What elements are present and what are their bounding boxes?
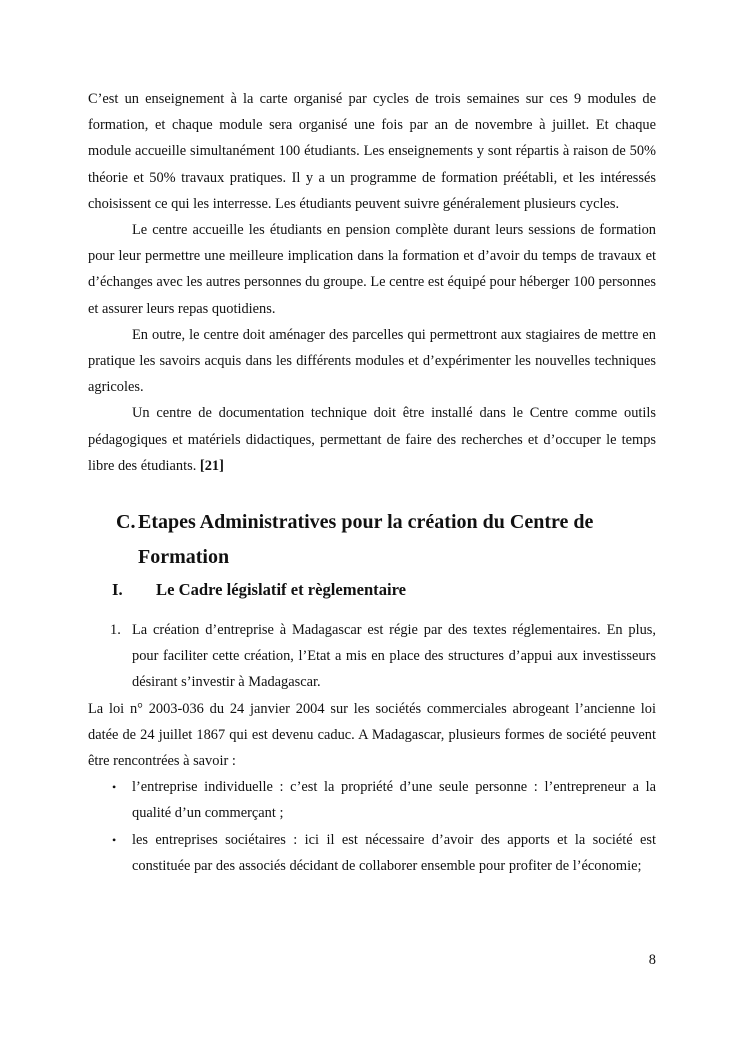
bullet-text: les entreprises sociétaires : ici il est nécessaire d’avoir des apports et la société est constituée par des associés décidant de collaborer ensemble pour profiter de l’économie;	[132, 831, 656, 874]
section-i-marker: I.	[112, 580, 123, 600]
paragraph-pension: Le centre accueille les étudiants en pension complète durant leurs sessions de formation pour leur permettre une meilleure implication dans la formation et d’avoir du temps de travaux et d’échanges avec les autres personnes du groupe. Le centre est équipé pour héberger 100 personnes et assurer leurs repas quotidiens.	[88, 222, 656, 317]
bullet-item	[88, 827, 656, 879]
paragraph-parcelles: En outre, le centre doit aménager des parcelles qui permettront aux stagiaires de mettre en pratique les savoirs acquis dans les différents modules et d’expérimenter les nouvelles techniques agricoles.	[88, 326, 656, 396]
page-number: 8	[648, 952, 656, 968]
section-c-heading	[116, 505, 656, 575]
numbered-item-marker: 1.	[110, 622, 121, 639]
documentation-text: Un centre de documentation technique doit être installé dans le Centre comme outils pédagogiques et matériels didactiques, permettant de faire des recherches et d’occuper le temps libre des étudiants.	[88, 405, 656, 474]
bullet-list	[88, 774, 656, 879]
section-i-title: Le Cadre législatif et règlementaire	[156, 580, 407, 600]
numbered-item-1	[88, 617, 656, 696]
section-i-heading	[112, 575, 656, 605]
bullet-item	[88, 774, 656, 826]
paragraph-law: La loi n° 2003-036 du 24 janvier 2004 sur les sociétés commerciales abrogeant l’ancienne loi datée de 24 juillet 1867 qui est devenu caduc. A Madagascar, plusieurs formes de société peuvent être rencontrées à savoir :	[88, 700, 656, 770]
section-c-title: Etapes Administratives pour la création du Centre de Formation	[138, 511, 594, 569]
page-body	[88, 86, 656, 879]
paragraph-modules: C’est un enseignement à la carte organisé par cycles de trois semaines sur ces 9 modules de formation, et chaque module sera organisé une fois par an de novembre à juillet. Et chaque module accueille simultanément 100 étudiants. Les enseignements y sont répartis à raison de 50% théorie et 50% travaux pratiques. Il y a un programme de formation préétabli, et les intéressés choisissent ce qui les interresse. Les étudiants peuvent suivre généralement plusieurs cycles.	[88, 91, 656, 212]
section-c-marker: C.	[116, 511, 136, 534]
bullet-icon: •	[112, 832, 117, 847]
paragraph-documentation	[88, 400, 656, 479]
reference-citation: [21]	[199, 457, 224, 474]
bullet-text: l’entreprise individuelle : c’est la propriété d’une seule personne : l’entrepreneur a la qualité d’un commerçant ;	[132, 779, 656, 822]
numbered-item-text: La création d’entreprise à Madagascar est régie par des textes réglementaires. En plus, pour faciliter cette création, l’Etat a mis en place des structures d’appui aux investisseurs désirant s’investir à Madagascar.	[132, 622, 656, 691]
bullet-icon: •	[112, 780, 117, 795]
